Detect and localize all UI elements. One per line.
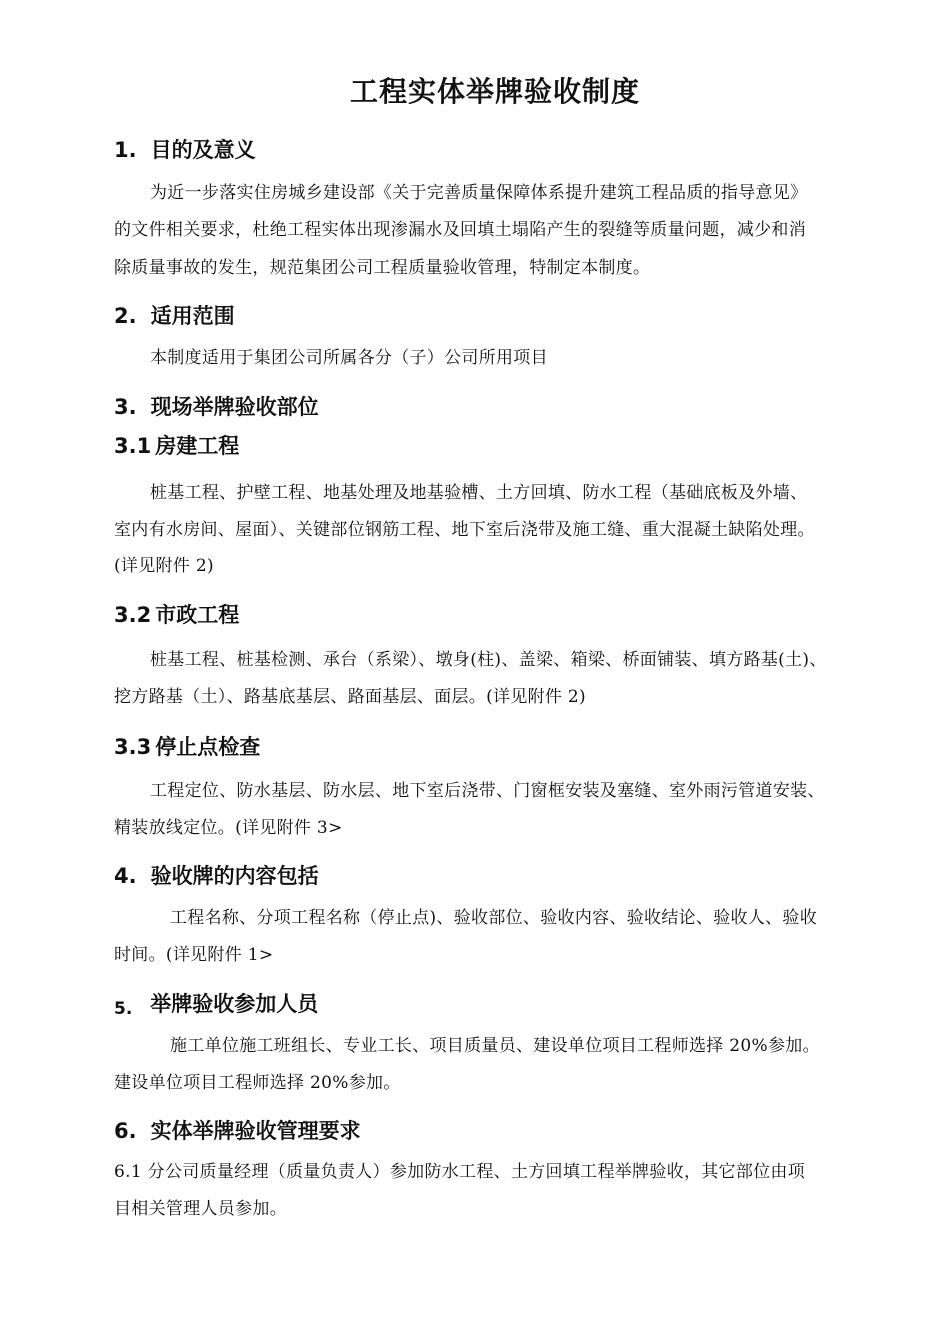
paragraph-line: 精装放线定位。(详见附件 3> <box>114 818 343 838</box>
section-title: 验收牌的内容包括 <box>150 864 319 888</box>
paragraph-line: 6.1 分公司质量经理（质量负责人）参加防水工程、土方回填工程举牌验收，其它部位由项 <box>114 1162 806 1182</box>
section-number: 6. <box>114 1119 137 1143</box>
subsection-heading-3-3 <box>114 731 260 761</box>
section-title: 停止点检查 <box>155 735 261 759</box>
paragraph-line: 为近一步落实住房城乡建设部《关于完善质量保障体系提升建筑工程品质的指导意见》 <box>150 183 808 203</box>
section-number: 3.3 <box>114 735 152 759</box>
paragraph-line: (详见附件 2) <box>114 556 214 576</box>
section-number: 3.2 <box>114 603 152 627</box>
paragraph-line: 桩基工程、桩基检测、承台（系梁）、墩身(柱)、盖梁、箱梁、桥面铺装、填方路基(土)、 <box>150 650 827 670</box>
section-number: 1. <box>114 138 137 162</box>
section-number: 4. <box>114 864 137 888</box>
paragraph-line: 工程定位、防水基层、防水层、地下室后浇带、门窗框安装及塞缝、室外雨污管道安装、 <box>150 781 825 801</box>
section-heading-6 <box>114 1115 361 1145</box>
section-title: 现场举牌验收部位 <box>150 395 319 419</box>
paragraph-line: 建设单位项目工程师选择 20%参加。 <box>114 1073 401 1093</box>
paragraph-line: 挖方路基（土）、路基底基层、路面基层、面层。(详见附件 2) <box>114 687 586 707</box>
section-title: 市政工程 <box>155 603 240 627</box>
section-heading-3 <box>114 391 319 421</box>
paragraph-line: 除质量事故的发生，规范集团公司工程质量验收管理，特制定本制度。 <box>114 258 651 278</box>
section-title: 举牌验收参加人员 <box>150 992 319 1016</box>
paragraph-line: 目相关管理人员参加。 <box>114 1199 287 1219</box>
section-heading-1 <box>114 134 256 164</box>
subsection-heading-3-2 <box>114 599 239 629</box>
section-title: 房建工程 <box>155 434 240 458</box>
section-heading-5 <box>114 988 318 1019</box>
paragraph-line: 工程名称、分项工程名称（停止点)、验收部位、验收内容、验收结论、验收人、验收 <box>170 908 818 928</box>
paragraph-line: 时间。(详见附件 1> <box>114 945 274 965</box>
section-title: 适用范围 <box>150 304 235 328</box>
section-number: 5. <box>114 999 133 1019</box>
paragraph-line: 的文件相关要求，杜绝工程实体出现渗漏水及回填土塌陷产生的裂缝等质量问题，减少和消 <box>114 220 806 240</box>
section-number: 2. <box>114 304 137 328</box>
section-number: 3.1 <box>114 434 152 458</box>
section-heading-2 <box>114 300 235 330</box>
document-title: 工程实体举牌验收制度 <box>349 75 640 108</box>
paragraph-line: 桩基工程、护壁工程、地基处理及地基验槽、土方回填、防水工程（基础底板及外墙、 <box>150 483 808 503</box>
section-title: 实体举牌验收管理要求 <box>150 1119 361 1143</box>
subsection-heading-3-1 <box>114 430 239 460</box>
paragraph-line: 室内有水房间、屋面）、关键部位钢筋工程、地下室后浇带及施工缝、重大混凝土缺陷处理。 <box>114 520 815 540</box>
section-number: 3. <box>114 395 137 419</box>
section-title: 目的及意义 <box>150 138 256 162</box>
paragraph-line: 本制度适用于集团公司所属各分（子）公司所用项目 <box>150 348 548 368</box>
section-heading-4 <box>114 860 319 890</box>
paragraph-line: 施工单位施工班组长、专业工长、项目质量员、建设单位项目工程师选择 20%参加。 <box>170 1036 820 1056</box>
